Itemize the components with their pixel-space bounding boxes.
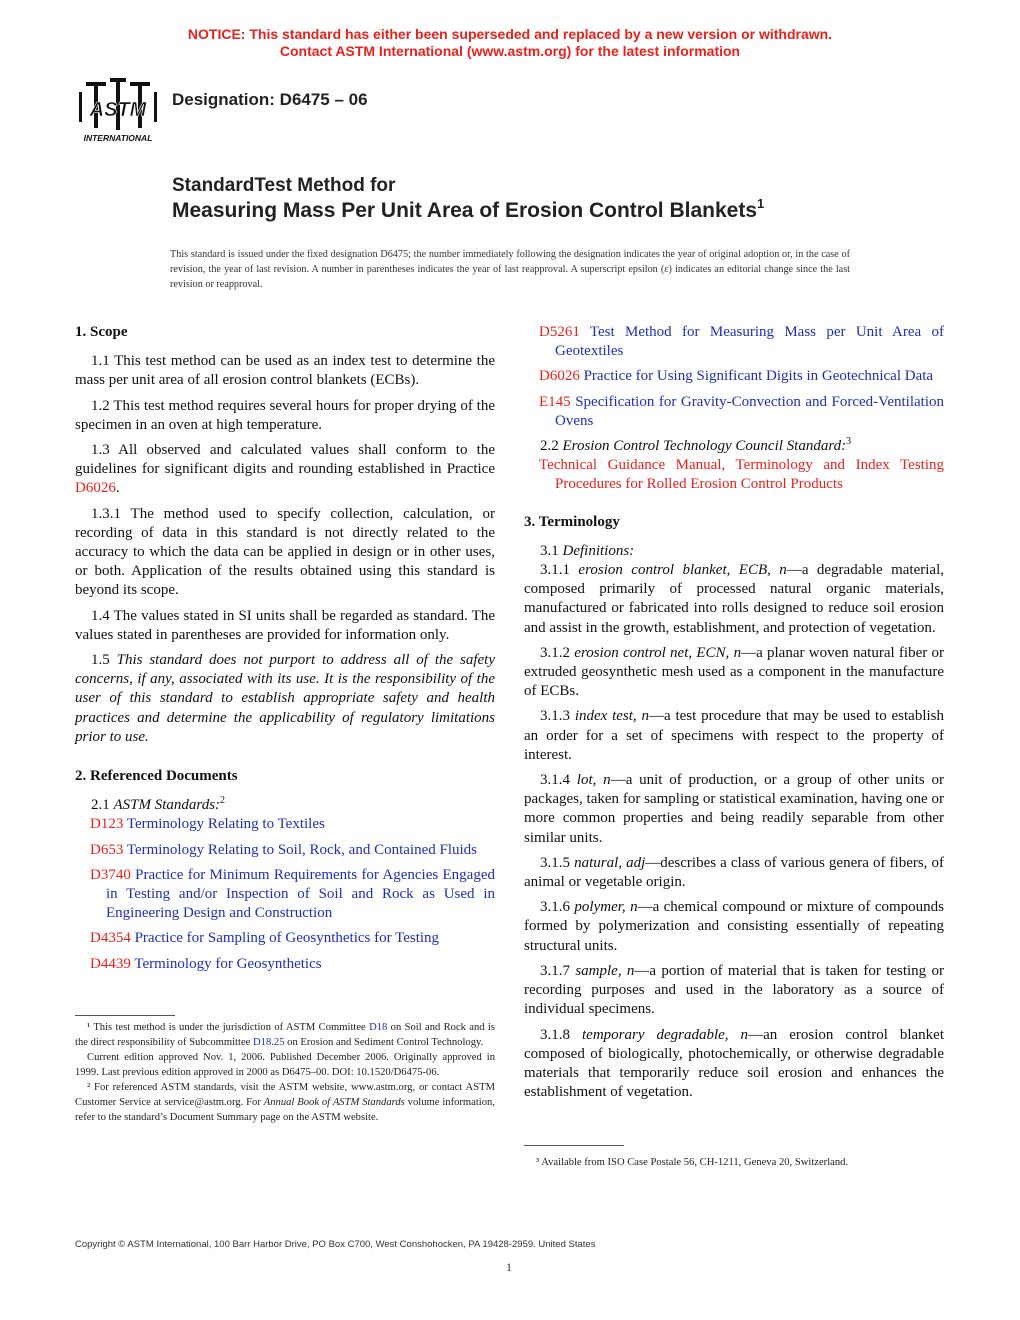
paragraph-3-1	[524, 542, 944, 561]
paragraph-1-2: 1.2 This test method requires several hours for proper drying of the specimen in an oven at high temperature.	[75, 397, 495, 433]
paragraph-2-1	[75, 796, 495, 815]
issuance-note: This standard is issued under the fixed designation D6475; the number immediately following the designation indicates the year of original adoption or, in the case of revision, the year of last revision. A number in parentheses indicates the year of last reapproval. A superscript epsilon (ε) indicates an editorial change since the last revision or reapproval.	[170, 249, 850, 291]
title-text: Measuring Mass Per Unit Area of Erosion Control Blankets	[172, 199, 758, 222]
astm-logo-mark	[72, 74, 164, 144]
definition-number: 3.1.8	[540, 1026, 582, 1043]
designation: Designation: D6475 – 06	[172, 90, 368, 109]
link-d6026[interactable]: D6026	[75, 480, 116, 497]
footnote-1	[75, 1020, 495, 1050]
reference-title[interactable]: Terminology Relating to Textiles	[123, 816, 325, 833]
definition-number: 3.1.5	[540, 854, 575, 871]
reference-code[interactable]: D3740	[90, 866, 131, 883]
section-heading-terminology: 3. Terminology	[524, 513, 620, 530]
definition-term: index test, n	[574, 708, 649, 725]
paragraph-1-3-end: .	[115, 480, 120, 497]
footnote-rule-right	[524, 1145, 624, 1146]
definition-number: 3.1.7	[540, 962, 576, 979]
definition-item	[524, 854, 944, 892]
title-line-1: StandardTest Method for	[172, 175, 396, 196]
ectc-reference[interactable]: Technical Guidance Manual, Terminology and Index Testing Procedures for Rolled Erosion Control Products	[539, 457, 944, 493]
definition-text: —describes a class of various genera of fibers, of animal or vegetable origin.	[524, 854, 945, 891]
logo-brand-text: ASTM	[89, 99, 147, 121]
title-line-2	[172, 196, 765, 223]
reference-code[interactable]: D4439	[90, 955, 131, 972]
definition-term: sample, n	[575, 962, 635, 979]
paragraph-1-3-text: 1.3 All observed and calculated values shall conform to the guidelines for significant digits and rounding established in Practice	[75, 442, 495, 478]
definition-item	[524, 771, 944, 848]
section-heading-scope: 1. Scope	[75, 324, 128, 340]
reference-title[interactable]: Test Method for Measuring Mass per Unit Area of Geotextiles	[555, 324, 944, 360]
footnote-1-edition: Current edition approved Nov. 1, 2006. Published December 2006. Originally approved in 1999. Last previous edition approved in 2000 as D6475–00. DOI: 10.1520/D6475-06.	[75, 1052, 495, 1078]
definition-term: lot, n	[576, 772, 611, 789]
superseded-notice	[0, 26, 1020, 60]
definition-term: natural, adj	[574, 854, 646, 871]
definition-number: 3.1.3	[540, 708, 575, 725]
paragraph-2-2	[524, 437, 944, 456]
paragraph-1-5	[75, 651, 495, 747]
link-d18-25[interactable]: D18.25	[253, 1037, 285, 1048]
paragraph-3-1-num: 3.1	[540, 542, 563, 559]
definition-item	[524, 644, 944, 702]
reference-title[interactable]: Specification for Gravity-Convection and Forced-Ventilation Ovens	[555, 393, 944, 429]
reference-list-left	[75, 815, 495, 973]
reference-item[interactable]	[75, 841, 495, 860]
notice-line-1: NOTICE: This standard has either been superseded and replaced by a new version or withdrawn.	[187, 26, 833, 42]
definition-number: 3.1.2	[540, 644, 575, 661]
reference-item[interactable]	[75, 866, 495, 924]
footnote-ref-3[interactable]: 3	[846, 436, 852, 448]
reference-title[interactable]: Terminology for Geosynthetics	[130, 955, 322, 972]
reference-list-right	[524, 323, 944, 431]
footnote-2-italic: Annual Book of ASTM Standards	[263, 1097, 405, 1108]
copyright-line: Copyright © ASTM International, 100 Barr Harbor Drive, PO Box C700, West Conshohocken, PA 19428-2959. United States	[75, 1239, 596, 1250]
logo-sub-text: INTERNATIONAL	[83, 133, 153, 143]
reference-code[interactable]: D123	[90, 816, 124, 833]
definition-number: 3.1.1	[540, 562, 579, 579]
footnote-1-text-b: on Soil and Rock and is the direct responsibility of Subcommittee	[75, 1022, 495, 1048]
paragraph-1-4: 1.4 The values stated in SI units shall be regarded as standard. The values stated in parentheses are provided for information only.	[75, 607, 495, 643]
definition-term: erosion control net, ECN, n	[574, 644, 742, 661]
astm-logo	[72, 74, 164, 144]
footnote-2-text-b: volume information, refer to the standard’s Document Summary page on the ASTM website.	[75, 1097, 495, 1123]
footnote-2	[75, 1080, 495, 1125]
definitions-label: Definitions:	[562, 542, 635, 559]
page-number: 1	[506, 1260, 512, 1274]
definition-text: —a test procedure that may be used to establish an order for a set of specimens with respect to the property of interest.	[524, 708, 944, 763]
definition-text: —a degradable material, composed primarily of processed natural organic materials, manufactured or fabricated into rolls designed to reduce soil erosion and assist in the growth, establishment, and protection of vegetation.	[524, 562, 944, 636]
footnote-1-text-c: on Erosion and Sediment Control Technology.	[284, 1037, 484, 1048]
paragraph-1-1: 1.1 This test method can be used as an index test to determine the mass per unit area of all erosion control blankets (ECBs).	[75, 353, 495, 389]
title-footnote-ref[interactable]: 1	[757, 196, 765, 211]
definition-item	[524, 962, 944, 1020]
definition-item	[524, 1026, 944, 1103]
definition-term: erosion control blanket, ECB, n	[578, 562, 787, 579]
reference-code[interactable]: D6026	[539, 368, 580, 385]
paragraph-2-1-num: 2.1	[91, 797, 114, 814]
definition-text: —a unit of production, or a group of other units or packages, taken for sampling or statistical examination, having one or more common properties and being readily separable from other similar units.	[524, 772, 944, 846]
footnote-rule-left	[75, 1015, 175, 1016]
reference-item[interactable]	[75, 955, 495, 974]
notice-line-2: Contact ASTM International (www.astm.org) for the latest information	[279, 43, 741, 59]
definition-term: temporary degradable, n	[582, 1026, 749, 1043]
footnote-3: ³ Available from ISO Case Postale 56, CH-1211, Geneva 20, Switzerland.	[536, 1157, 849, 1168]
section-heading-referenced: 2. Referenced Documents	[75, 768, 238, 785]
reference-code[interactable]: D653	[90, 841, 124, 858]
ectc-standard-label: Erosion Control Technology Council Standard:	[562, 438, 847, 455]
footnote-1-text-a: ¹ This test method is under the jurisdiction of ASTM Committee	[87, 1022, 370, 1033]
footnotes-left	[75, 1020, 495, 1125]
definition-number: 3.1.6	[540, 899, 575, 916]
reference-code[interactable]: D4354	[90, 930, 131, 947]
definition-text: —a portion of material that is taken for testing or recording purposes and used in the laboratory as a source of individual specimens.	[524, 962, 944, 1018]
reference-item[interactable]	[75, 929, 495, 948]
definition-number: 3.1.4	[540, 772, 577, 789]
reference-title[interactable]: Practice for Sampling of Geosynthetics for Testing	[130, 930, 440, 947]
paragraph-1-5-num: 1.5	[91, 652, 117, 669]
reference-title[interactable]: Terminology Relating to Soil, Rock, and Contained Fluids	[123, 841, 478, 858]
definition-term: polymer, n	[574, 899, 638, 916]
reference-item[interactable]	[524, 367, 944, 386]
definition-item	[524, 707, 944, 765]
link-d18[interactable]: D18	[369, 1022, 388, 1033]
paragraph-2-2-num: 2.2	[540, 438, 563, 455]
reference-item[interactable]	[75, 815, 495, 834]
reference-item[interactable]	[524, 393, 944, 431]
left-column	[75, 323, 495, 980]
reference-code[interactable]: D5261	[539, 324, 580, 340]
right-column	[524, 323, 944, 1108]
definition-text: —a chemical compound or mixture of compounds formed by polymerization and consisting essentially of repeating structural units.	[524, 899, 944, 954]
paragraph-1-5-text: This standard does not purport to address all of the safety concerns, if any, associated with its use. It is the responsibility of the user of this standard to establish appropriate safety and health practices and determine the applicability of regulatory limitations prior to use.	[75, 652, 496, 745]
definition-text: —a planar woven natural fiber or extruded geosynthetic mesh used as a component in the manufacture of ECBs.	[524, 644, 945, 700]
reference-item[interactable]	[524, 323, 944, 361]
footnote-2-text-a: ² For referenced ASTM standards, visit the ASTM website, www.astm.org, or contact ASTM Customer Service at service@astm.org. For	[75, 1082, 495, 1108]
reference-title[interactable]: Practice for Minimum Requirements for Agencies Engaged in Testing and/or Inspection of Soil and Rock as Used in Engineering Design and Construction	[106, 866, 495, 922]
definition-item	[524, 561, 944, 638]
astm-standards-label: ASTM Standards:	[113, 797, 221, 814]
footnotes-right	[524, 1155, 944, 1170]
paragraph-1-3	[75, 441, 495, 499]
definition-item	[524, 898, 944, 956]
reference-title[interactable]: Practice for Using Significant Digits in Geotechnical Data	[579, 368, 934, 385]
paragraph-1-3-1: 1.3.1 The method used to specify collection, calculation, or recording of data in this standard is not directly related to the accuracy to which the data can be applied in design or in other uses, or both. Application of the results obtained using this standard is beyond its scope.	[75, 505, 495, 599]
footnote-ref-2[interactable]: 2	[220, 795, 226, 807]
definition-text: —an erosion control blanket composed of biologically, photochemically, or otherwise degradable materials that temporarily reduce soil erosion and enhances the establishment of vegetation.	[524, 1026, 945, 1101]
reference-code[interactable]: E145	[539, 393, 571, 410]
